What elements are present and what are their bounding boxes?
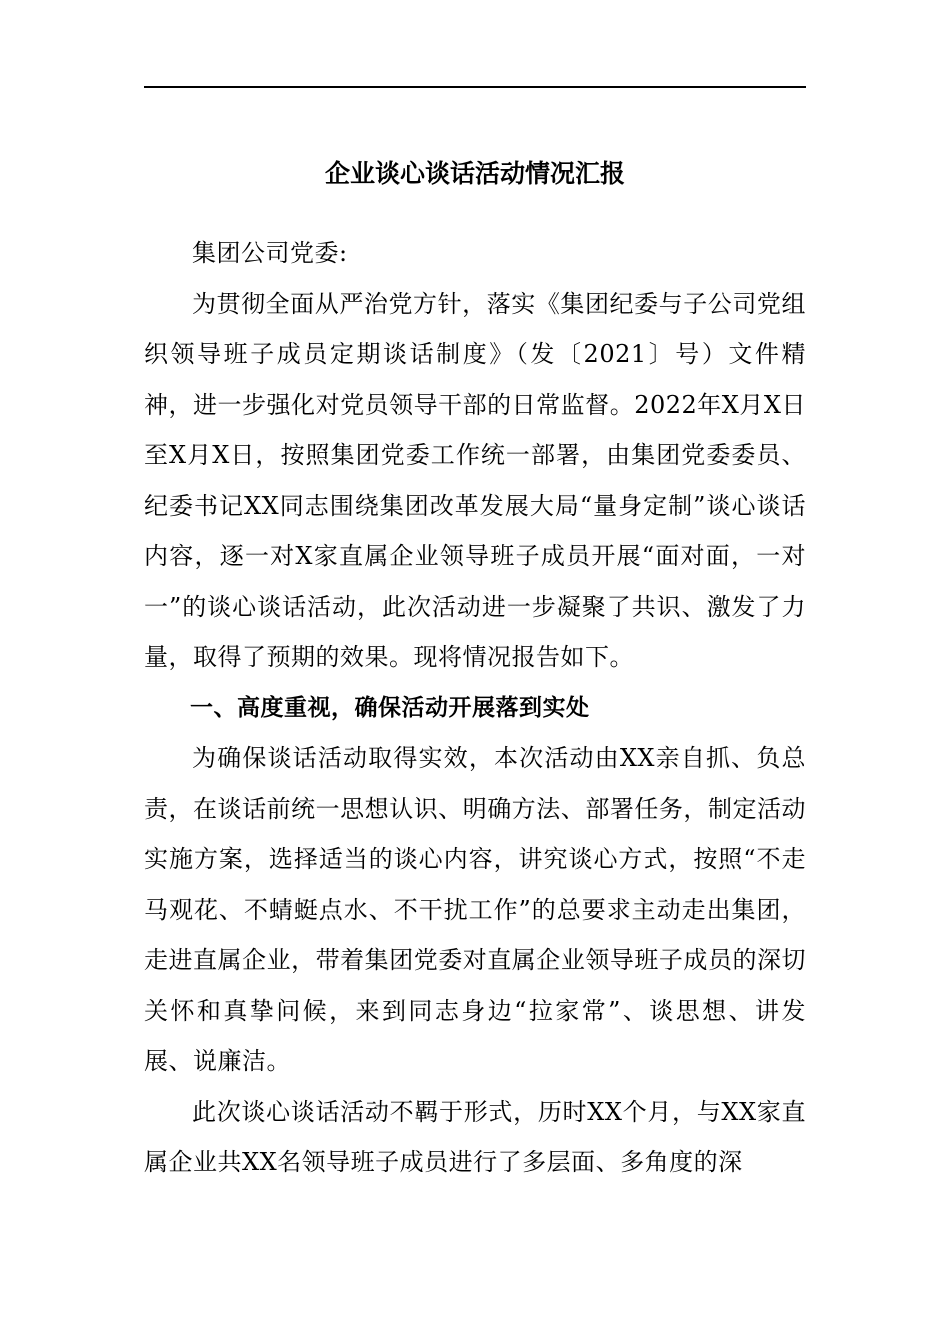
header-rule <box>144 86 806 88</box>
salutation: 集团公司党委: <box>192 239 348 267</box>
section-paragraph: 为确保谈话活动取得实效，本次活动由XX亲自抓、负总责，在谈话前统一思想认识、明确方法、部署任务，制定活动实施方案，选择适当的谈心内容，讲究谈心方式，按照“不走马观花、不蜻蜓点水、不干扰工作”的总要求主动走出集团，走进直属企业，带着集团党委对直属企业领导班子成员的深切关怀和真挚问候，来到同志身边“拉家常”、谈思想、讲发展、说廉洁。 <box>144 744 806 1075</box>
document-body <box>144 228 806 1188</box>
section-heading: 一、高度重视，确保活动开展落到实处 <box>190 694 590 721</box>
document-title: 企业谈心谈话活动情况汇报 <box>324 159 625 188</box>
section-paragraph: 此次谈心谈话活动不羁于形式，历时XX个月，与XX家直属企业共XX名领导班子成员进行了多层面、多角度的深 <box>144 1097 806 1176</box>
intro-paragraph: 为贯彻全面从严治党方针，落实《集团纪委与子公司党组织领导班子成员定期谈话制度》（发〔2021〕号）文件精神，进一步强化对党员领导干部的日常监督。2022年X月X日至X月X日，按照集团党委工作统一部署，由集团党委委员、纪委书记XX同志围绕集团改革发展大局“量身定制”谈心谈话内容，逐一对X家直属企业领导班子成员开展“面对面，一对一”的谈心谈话活动，此次活动进一步凝聚了共识、激发了力量，取得了预期的效果。现将情况报告如下。 <box>144 289 806 671</box>
